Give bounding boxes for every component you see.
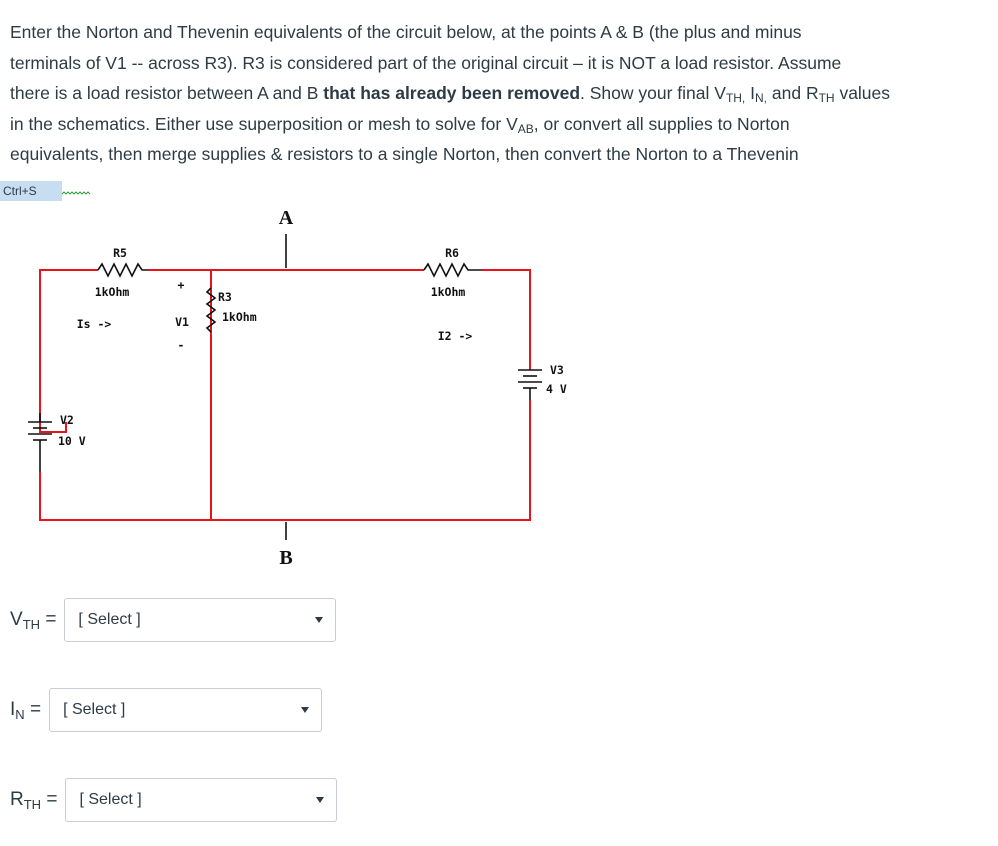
answer-in-row (10, 688, 322, 732)
r6-resistor-icon (424, 264, 482, 276)
in-var: I (10, 699, 16, 720)
vth-var: V (10, 609, 23, 630)
answer-rth-row (10, 778, 337, 822)
chevron-down-icon (301, 707, 309, 713)
rth-label (10, 789, 57, 811)
v1-minus: - (177, 338, 185, 352)
v2-value: 10 V (58, 434, 86, 448)
q4-sub-ab: AB (517, 121, 534, 136)
r3-value: 1kOhm (222, 310, 257, 324)
left-wire (40, 270, 98, 432)
q3-part-a: there is a load resistor between A and B (10, 83, 324, 103)
v2-name: V2 (60, 413, 74, 427)
v2-battery-icon (28, 413, 52, 472)
q3-part-d: and R (767, 83, 819, 103)
right-top-wire (482, 270, 530, 370)
in-sub: N (15, 707, 25, 722)
vth-select-value: [ Select ] (78, 611, 141, 628)
r6-value: 1kOhm (430, 285, 466, 299)
rth-eq: = (46, 789, 58, 810)
v3-value: 4 V (546, 382, 567, 396)
i2-current-label: I2 -> (437, 329, 473, 343)
q3-bold: that has already been removed (323, 83, 581, 103)
in-select-value: [ Select ] (63, 701, 126, 718)
r6-name: R6 (445, 246, 459, 260)
bottom-wire (40, 400, 530, 520)
r5-name: R5 (113, 246, 127, 260)
r3-name: R3 (218, 290, 232, 304)
answer-vth-row (10, 598, 336, 642)
v1-name: V1 (175, 315, 189, 329)
in-label (10, 699, 41, 721)
q3-part-b: . Show your final V (580, 83, 726, 103)
v1-plus: + (177, 278, 185, 292)
ctrl-s-hint: Ctrl+S (0, 181, 62, 201)
q3-sub-rth: TH (818, 91, 835, 105)
q3-part-e: values (834, 83, 891, 103)
circuit-schematic (0, 200, 567, 580)
rth-sub: TH (23, 797, 42, 812)
r5-value: 1kOhm (94, 285, 130, 299)
chevron-down-icon (315, 617, 323, 623)
question-line-4 (10, 109, 985, 140)
q3-sub-n: N, (755, 91, 768, 105)
q4-part-b: , or convert all supplies to Norton (533, 113, 790, 134)
in-select[interactable] (49, 688, 322, 732)
is-current-label: Is -> (76, 317, 112, 331)
rth-select[interactable] (65, 778, 337, 822)
vth-label (10, 609, 56, 631)
question-line-1: Enter the Norton and Thevenin equivalents of the circuit below, at the points A & B (the plus and minus (10, 22, 802, 42)
q3-sub-th: TH, (725, 91, 746, 105)
v3-name: V3 (550, 363, 564, 377)
q3-part-c: I (745, 83, 756, 103)
question-line-5: equivalents, then merge supplies & resistors to a single Norton, then convert the Norton to a Thevenin (10, 144, 799, 164)
r5-resistor-icon (98, 264, 148, 276)
terminal-b-label: B (279, 547, 293, 569)
spellcheck-squiggle (62, 191, 92, 197)
vth-select[interactable] (64, 598, 336, 642)
question-text (10, 17, 985, 170)
in-eq: = (29, 699, 42, 720)
vth-sub: TH (22, 617, 41, 632)
question-line-3 (10, 78, 985, 109)
chevron-down-icon (316, 797, 324, 803)
vth-eq: = (45, 609, 57, 630)
rth-var: R (10, 789, 24, 810)
q4-part-a: in the schematics. Either use superposition or mesh to solve for V (10, 113, 518, 134)
terminal-a-label: A (278, 207, 294, 229)
rth-select-value: [ Select ] (79, 791, 142, 808)
question-line-2: terminals of V1 -- across R3). R3 is considered part of the original circuit – it is NOT a load resistor. Assume (10, 52, 842, 73)
v3-battery-icon (518, 370, 542, 400)
